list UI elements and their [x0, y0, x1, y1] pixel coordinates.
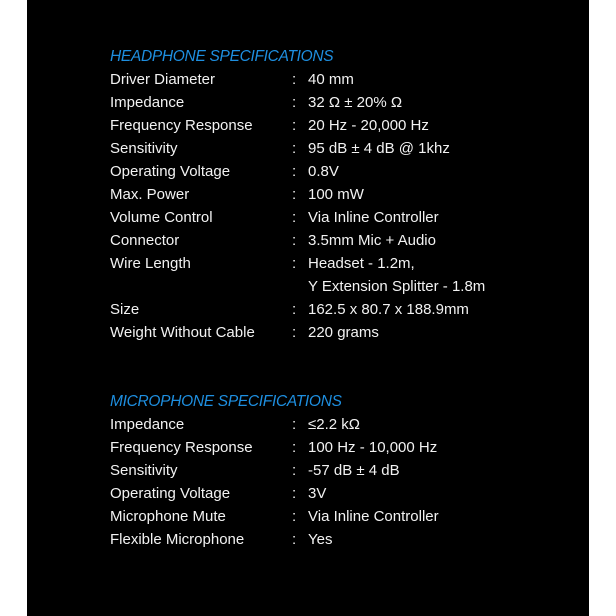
spec-row-operating-voltage	[110, 163, 580, 186]
spec-row-volume-control	[110, 209, 580, 232]
spec-label: Size	[110, 301, 140, 318]
spec-row-size	[110, 301, 580, 324]
spec-label: Weight Without Cable	[110, 324, 255, 341]
spec-separator: :	[292, 209, 297, 226]
spec-row-flexible-mic	[110, 531, 580, 554]
spec-separator: :	[292, 439, 297, 456]
spec-label: Wire Length	[110, 255, 191, 272]
spec-separator: :	[292, 508, 297, 525]
spec-value: 20 Hz - 20,000 Hz	[308, 117, 429, 134]
spec-separator: :	[292, 232, 297, 249]
spec-value-continuation: Y Extension Splitter - 1.8m	[308, 278, 486, 295]
spec-label: Sensitivity	[110, 140, 178, 157]
spec-value: 95 dB ± 4 dB @ 1khz	[308, 140, 450, 157]
spec-label: Operating Voltage	[110, 163, 231, 180]
spec-value: 3.5mm Mic + Audio	[308, 232, 436, 249]
spec-value: 3V	[308, 485, 327, 502]
spec-label: Volume Control	[110, 209, 213, 226]
spec-value: Headset - 1.2m,	[308, 255, 415, 272]
spec-row-mic-frequency-response	[110, 439, 580, 462]
spec-value: 162.5 x 80.7 x 188.9mm	[308, 301, 469, 318]
spec-row-connector	[110, 232, 580, 255]
spec-separator: :	[292, 531, 297, 548]
spec-label: Frequency Response	[110, 439, 253, 456]
spec-label: Sensitivity	[110, 462, 178, 479]
spec-value: 100 Hz - 10,000 Hz	[308, 439, 438, 456]
spec-value: Via Inline Controller	[308, 508, 439, 525]
spec-row-driver-diameter	[110, 71, 580, 94]
spec-separator: :	[292, 186, 297, 203]
spec-value: 40 mm	[308, 71, 354, 88]
spec-separator: :	[292, 94, 297, 111]
spec-separator: :	[292, 163, 297, 180]
spec-label: Microphone Mute	[110, 508, 226, 525]
spec-row-weight	[110, 324, 580, 347]
spec-separator: :	[292, 324, 297, 341]
spec-label: Operating Voltage	[110, 485, 231, 502]
spec-separator: :	[292, 416, 297, 433]
spec-value: 100 mW	[308, 186, 364, 203]
spec-label: Flexible Microphone	[110, 531, 245, 548]
spec-label: Impedance	[110, 416, 185, 433]
spec-separator: :	[292, 462, 297, 479]
spec-value: 0.8V	[308, 163, 339, 180]
spec-value: Via Inline Controller	[308, 209, 439, 226]
spec-separator: :	[292, 117, 297, 134]
spec-separator: :	[292, 140, 297, 157]
spec-value: -57 dB ± 4 dB	[308, 462, 400, 479]
spec-label: Connector	[110, 232, 180, 249]
spec-separator: :	[292, 71, 297, 88]
microphone-section-title: MICROPHONE SPECIFICATIONS	[110, 393, 342, 410]
spec-value: 220 grams	[308, 324, 379, 341]
spec-row-mic-impedance	[110, 416, 580, 439]
headphone-section-title: HEADPHONE SPECIFICATIONS	[110, 48, 334, 65]
spec-row-mic-mute	[110, 508, 580, 531]
spec-row-mic-operating-voltage	[110, 485, 580, 508]
spec-separator: :	[292, 485, 297, 502]
spec-value: 32 Ω ± 20% Ω	[308, 94, 403, 111]
spec-row-frequency-response	[110, 117, 580, 140]
spec-label: Max. Power	[110, 186, 190, 203]
spec-row-wire-length	[110, 255, 580, 301]
spec-separator: :	[292, 301, 297, 318]
spec-row-mic-sensitivity	[110, 462, 580, 485]
spec-row-impedance	[110, 94, 580, 117]
spec-row-sensitivity	[110, 140, 580, 163]
spec-label: Driver Diameter	[110, 71, 216, 88]
spec-row-max-power	[110, 186, 580, 209]
spec-label: Impedance	[110, 94, 185, 111]
spec-value: Yes	[308, 531, 333, 548]
spec-label: Frequency Response	[110, 117, 253, 134]
spec-value: ≤2.2 kΩ	[308, 416, 360, 433]
spec-separator: :	[292, 255, 297, 272]
